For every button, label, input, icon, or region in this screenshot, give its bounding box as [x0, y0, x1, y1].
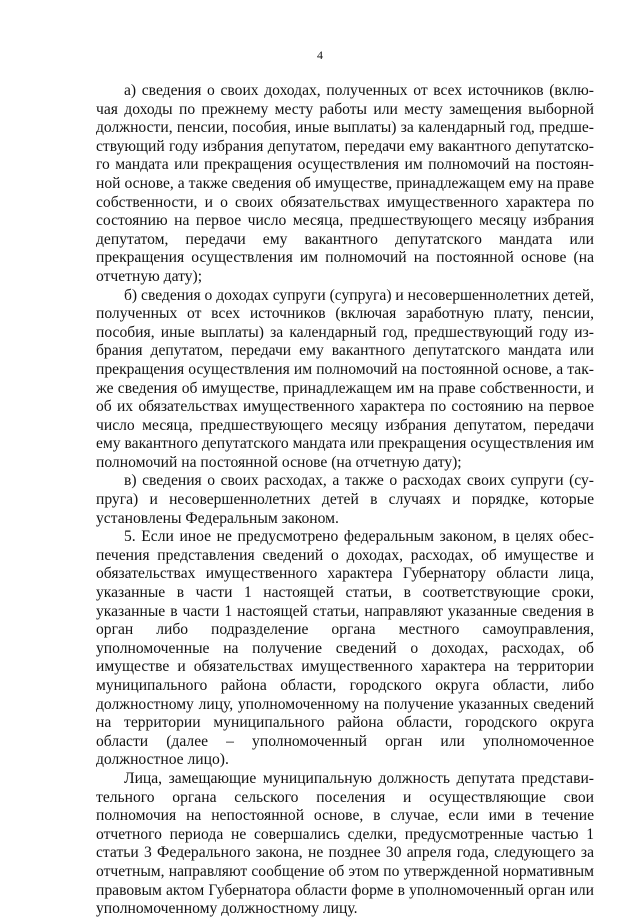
paragraph-item-a: а) сведения о своих доходах, полученных от всех источников (включая доходы по прежнему месту работы или месту замещения выборной должности, пенсии, пособия, иные выплаты) за календарный год, предшествующий году избрания депутатом, передачи ему вакантного депутатского мандата или прекращения осуществления им полномочий на постоянной основе, а также сведения об имуществе, принадлежащем ему на праве собственности, и о своих обязательствах имущественного характера по состоянию на первое число месяца, предшествующего месяцу избрания депутатом, передачи ему вакантного депутатского мандата или прекращения осуществления им полномочий на постоянной основе (на отчетную дату); [96, 82, 594, 285]
paragraph-part-5: 5. Если иное не предусмотрено федеральным законом, в целях обеспечения представления сведений о доходах, расходах, об имуществе и обязательствах имущественного характера Губернатору области лица, указанные в части 1 настоящей статьи, в соответствующие сроки, указанные в части 1 настоящей статьи, направляют указанные сведения в орган либо подразделение органа местного самоуправления, уполномоченные на получение сведений о доходах, расходах, об имуществе и обязательствах имущественного характера на территории муниципального района области, городского округа области, либо должностному лицу, уполномоченному на получение указанных сведений на территории муниципального района области, городского округа области (далее – уполномоченный орган или уполномоченное должностное лицо). [96, 528, 594, 769]
document-body [96, 82, 594, 919]
paragraph-item-v: в) сведения о своих расходах, а также о расходах своих супруги (супруга) и несовершеннолетних детей в случаях и порядке, которые установлены Федеральным законом. [96, 472, 594, 527]
paragraph-item-b: б) сведения о доходах супруги (супруга) и несовершеннолетних детей, полученных от всех источников (включая заработную плату, пенсии, пособия, иные выплаты) за календарный год, предшествующий году избрания депутатом, передачи ему вакантного депутатского мандата или прекращения осуществления им полномочий на постоянной основе, а также сведения об имуществе, принадлежащем им на праве собственности, и об их обязательствах имущественного характера по состоянию на первое число месяца, предшествующего месяцу избрания депутатом, передачи ему вакантного депутатского мандата или прекращения осуществления им полномочий на постоянной основе (на отчетную дату); [96, 286, 594, 471]
paragraph-part-5-second: Лица, замещающие муниципальную должность депутата представительного органа сельского поселения и осуществляющие свои полномочия на непостоянной основе, в случае, если ими в течение отчетного периода не совершались сделки, предусмотренные частью 1 статьи 3 Федерального закона, не позднее 30 апреля года, следующего за отчетным, направляют сообщение об этом по утвержденной нормативным правовым актом Губернатора области форме в уполномоченный орган или уполномоченному должностному лицу. [96, 769, 594, 918]
page-number: 4 [317, 48, 323, 62]
